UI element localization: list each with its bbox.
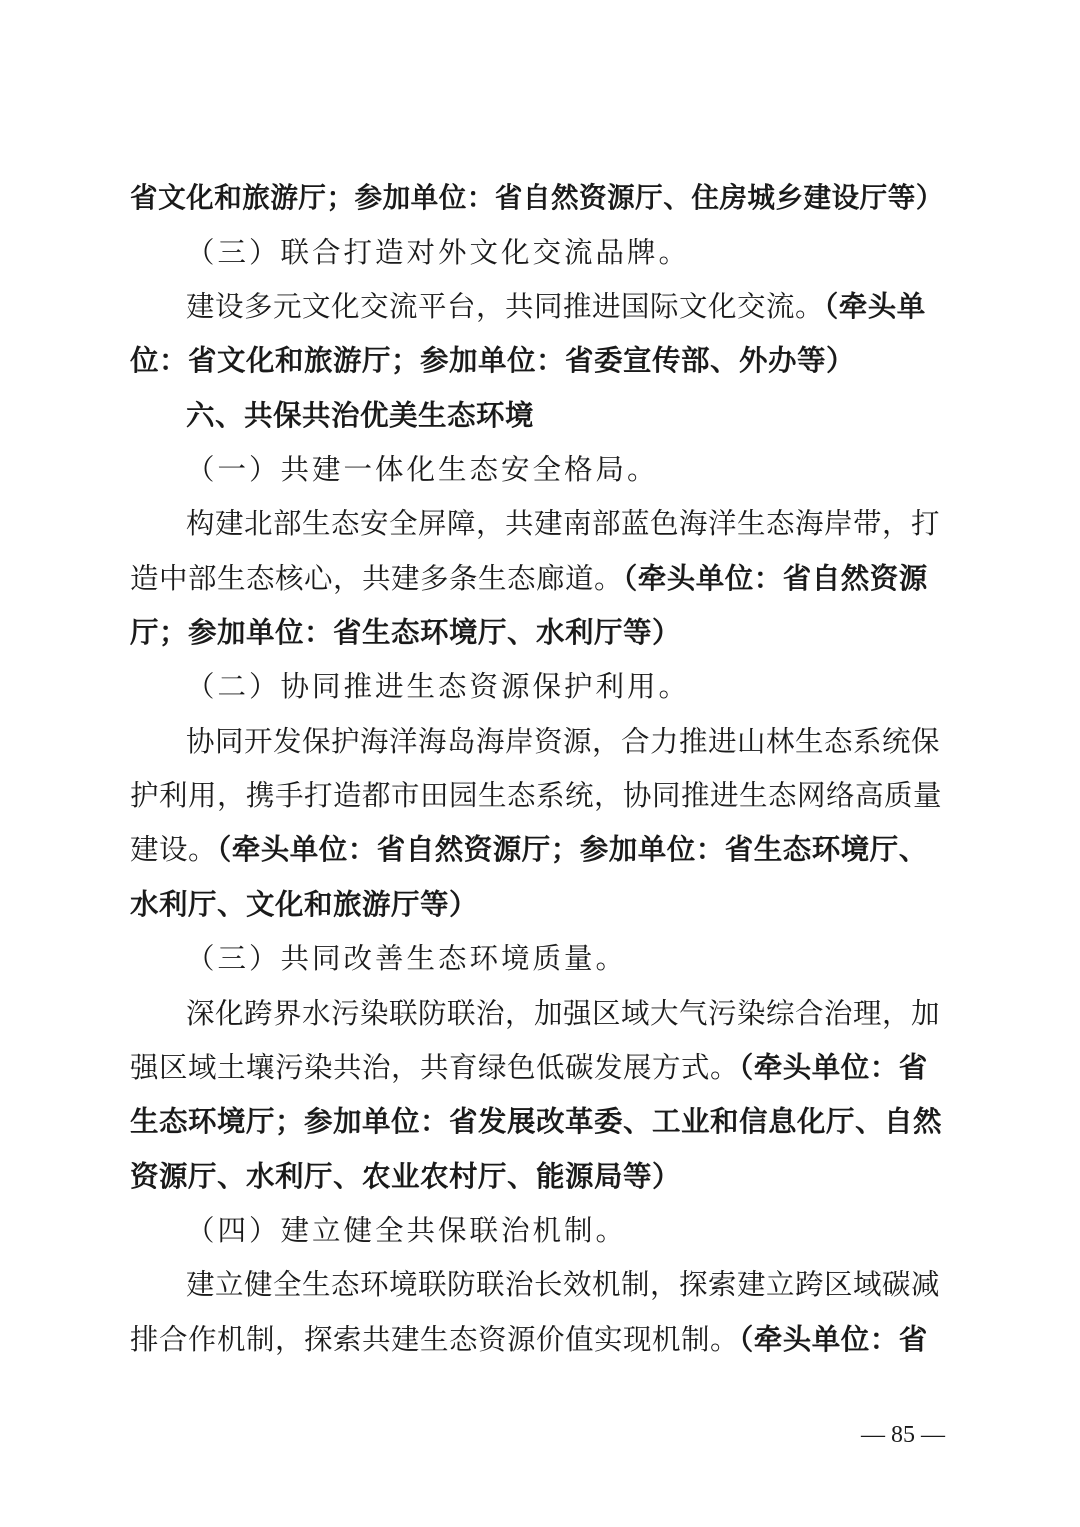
page-number: — 85 — (861, 1422, 945, 1448)
body-text: 构建北部生态安全屏障，共建南部蓝色海洋生态海岸带，打 (186, 507, 941, 540)
lead-unit-note: （牵头单位：省自然资源 (623, 562, 928, 595)
body-text: 强区域土壤污染共治，共育绿色低碳发展方式。 (130, 1051, 740, 1084)
subsection-heading (186, 443, 886, 497)
lead-unit-note: （牵头单位：省 (739, 1051, 928, 1084)
subsection-heading-text: （三）共同改善生态环境质量。 (186, 942, 628, 975)
lead-unit-note: 位：省文化和旅游厅；参加单位：省委宣传部、外办等） (130, 344, 856, 377)
text-line (130, 171, 952, 225)
lead-unit-note: 省文化和旅游厅；参加单位：省自然资源厅、住房城乡建设厅等） (130, 181, 944, 214)
text-line (186, 1258, 952, 1312)
text-line (130, 606, 830, 660)
text-line (130, 552, 952, 606)
body-text: 护利用，携手打造都市田园生态系统，协同推进生态网络高质量 (130, 779, 943, 812)
subsection-heading-text: （一）共建一体化生态安全格局。 (186, 453, 659, 486)
text-line (186, 987, 952, 1041)
subsection-heading (186, 932, 886, 986)
text-line (186, 715, 952, 769)
text-line (130, 823, 952, 877)
subsection-heading-text: （四）建立健全共保联治机制。 (186, 1214, 628, 1247)
text-line (130, 1095, 952, 1149)
lead-unit-note: 水利厅、文化和旅游厅等） (130, 888, 479, 921)
lead-unit-note: 厅；参加单位：省生态环境厅、水利厅等） (130, 616, 682, 649)
subsection-heading-text: （三）联合打造对外文化交流品牌。 (186, 236, 691, 269)
text-line (186, 280, 952, 334)
subsection-heading-text: （二）协同推进生态资源保护利用。 (186, 670, 691, 703)
lead-unit-note: （牵头单位：省自然资源厅；参加单位：省生态环境厅、 (217, 833, 928, 866)
lead-unit-note: （牵头单位：省 (739, 1323, 928, 1356)
subsection-heading (186, 226, 886, 280)
text-line (130, 1313, 952, 1367)
text-line (130, 1150, 830, 1204)
text-line (130, 334, 890, 388)
lead-unit-note: 生态环境厅；参加单位：省发展改革委、工业和信息化厅、自然 (130, 1105, 943, 1138)
body-text: 建设。 (130, 833, 218, 866)
text-line (130, 878, 830, 932)
text-line (186, 497, 952, 551)
subsection-heading (186, 1204, 886, 1258)
body-text: 排合作机制，探索共建生态资源价值实现机制。 (130, 1323, 740, 1356)
body-text: 造中部生态核心，共建多条生态廊道。 (130, 562, 624, 595)
body-text: 建立健全生态环境联防联治长效机制，探索建立跨区域碳减 (186, 1268, 941, 1301)
body-text: 建设多元文化交流平台，共同推进国际文化交流。 (186, 290, 825, 323)
lead-unit-note: 资源厅、水利厅、农业农村厅、能源局等） (130, 1160, 682, 1193)
section-heading (186, 389, 686, 443)
text-line (130, 1041, 952, 1095)
lead-unit-note: （牵头单 (824, 290, 926, 323)
section-heading-text: 六、共保共治优美生态环境 (186, 399, 535, 432)
body-text: 协同开发保护海洋海岛海岸资源，合力推进山林生态系统保 (186, 725, 941, 758)
text-line (130, 769, 952, 823)
body-text: 深化跨界水污染联防联治，加强区域大气污染综合治理，加 (186, 997, 941, 1030)
subsection-heading (186, 660, 886, 714)
